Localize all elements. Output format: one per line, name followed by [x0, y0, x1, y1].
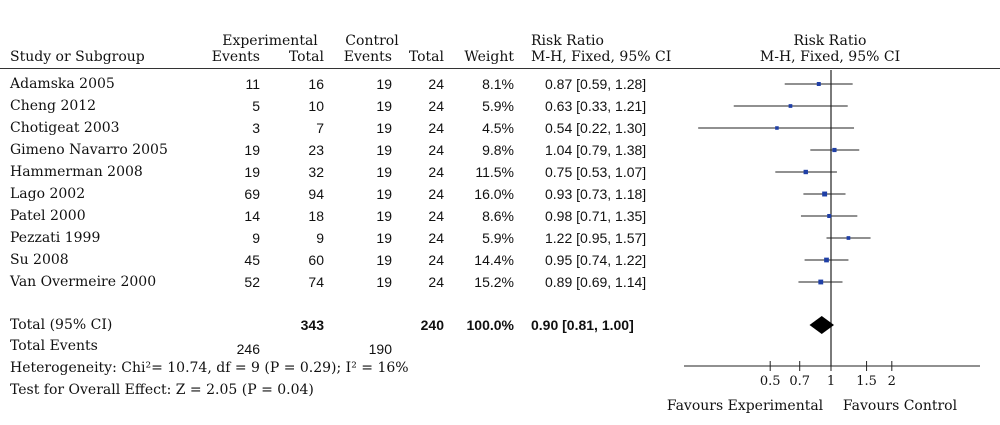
total-exp-total: 343 [300, 317, 324, 333]
ctrl-total: 24 [428, 98, 444, 114]
ctrl-total: 24 [428, 230, 444, 246]
overall-effect-text: Test for Overall Effect: Z = 2.05 (P = 0.04) [10, 382, 314, 398]
exp-events: 19 [244, 142, 260, 158]
ctrl-total: 24 [428, 142, 444, 158]
point-estimate-square [832, 148, 836, 152]
ctrl-events: 19 [376, 230, 392, 246]
study-name: Chotigeat 2003 [10, 120, 120, 136]
study-weight: 8.1% [482, 76, 514, 92]
ctrl-total: 24 [428, 208, 444, 224]
study-name: Hammerman 2008 [10, 164, 143, 180]
study-ci: 0.63 [0.33, 1.21] [545, 98, 647, 114]
study-weight: 5.9% [482, 98, 514, 114]
study-name: Pezzati 1999 [10, 230, 101, 246]
exp-events: 45 [244, 252, 260, 268]
total-weight: 100.0% [466, 317, 514, 333]
point-estimate-square [818, 280, 823, 285]
exp-events: 19 [244, 164, 260, 180]
point-estimate-square [824, 258, 829, 263]
study-weight: 8.6% [482, 208, 514, 224]
study-weight: 14.4% [474, 252, 514, 268]
exp-total: 16 [308, 76, 324, 92]
point-estimate-square [775, 126, 779, 130]
exp-events: 69 [244, 186, 260, 202]
header-exp-events: Events [211, 49, 260, 65]
study-ci: 0.54 [0.22, 1.30] [545, 120, 647, 136]
exp-events: 14 [244, 208, 260, 224]
ctrl-events: 19 [376, 164, 392, 180]
study-weight: 16.0% [474, 186, 514, 202]
total-ctrl-total: 240 [420, 317, 444, 333]
header-control: Control [345, 33, 399, 49]
header-weight: Weight [464, 49, 514, 65]
study-ci: 1.04 [0.79, 1.38] [545, 142, 647, 158]
exp-events: 3 [252, 120, 260, 136]
ctrl-events: 19 [376, 76, 392, 92]
header-exp-total: Total [288, 49, 324, 65]
exp-events: 5 [252, 98, 260, 114]
exp-events: 9 [252, 230, 260, 246]
study-weight: 9.8% [482, 142, 514, 158]
x-tick-label: 0.5 [759, 374, 781, 389]
exp-total: 9 [316, 230, 324, 246]
study-ci: 0.95 [0.74, 1.22] [545, 252, 647, 268]
total-diamond [810, 316, 834, 334]
ctrl-total: 24 [428, 274, 444, 290]
point-estimate-square [789, 104, 793, 108]
x-tick-label: 2 [887, 374, 896, 389]
header-risk-ratio: Risk Ratio [531, 33, 604, 49]
study-name: Patel 2000 [10, 208, 86, 224]
x-tick-label: 1 [826, 374, 836, 389]
study-name: Adamska 2005 [10, 76, 115, 92]
ctrl-total: 24 [428, 186, 444, 202]
header-experimental: Experimental [222, 33, 318, 49]
header-study: Study or Subgroup [10, 49, 145, 65]
exp-total: 7 [316, 120, 324, 136]
exp-events: 11 [245, 76, 260, 92]
total-events-label: Total Events [10, 338, 98, 354]
exp-total: 10 [308, 98, 324, 114]
x-tick-label: 0.7 [789, 374, 811, 389]
x-tick-label: 1.5 [856, 374, 877, 389]
study-ci: 0.87 [0.59, 1.28] [545, 76, 647, 92]
total-events-ctrl: 190 [368, 341, 392, 357]
study-name: Gimeno Navarro 2005 [10, 142, 168, 158]
favours-experimental-label: Favours Experimental [666, 398, 824, 414]
ctrl-events: 19 [376, 252, 392, 268]
study-weight: 5.9% [482, 230, 514, 246]
total-ci: 0.90 [0.81, 1.00] [531, 317, 634, 333]
point-estimate-square [827, 214, 831, 218]
header-ctrl-events: Events [343, 49, 392, 65]
study-ci: 0.93 [0.73, 1.18] [545, 186, 647, 202]
ctrl-total: 24 [428, 120, 444, 136]
ctrl-events: 19 [376, 120, 392, 136]
point-estimate-square [822, 192, 827, 197]
ctrl-total: 24 [428, 76, 444, 92]
ctrl-total: 24 [428, 252, 444, 268]
total-label: Total (95% CI) [10, 317, 113, 333]
plot-method: M-H, Fixed, 95% CI [759, 49, 901, 65]
ctrl-events: 19 [376, 274, 392, 290]
study-name: Lago 2002 [10, 186, 86, 202]
study-weight: 4.5% [482, 120, 514, 136]
study-ci: 1.22 [0.95, 1.57] [545, 230, 647, 246]
study-name: Cheng 2012 [10, 98, 97, 114]
header-ctrl-total: Total [408, 49, 444, 65]
point-estimate-square [847, 236, 851, 240]
exp-total: 18 [308, 208, 324, 224]
point-estimate-square [804, 170, 808, 174]
favours-control-label: Favours Control [842, 398, 958, 414]
exp-events: 52 [244, 274, 260, 290]
study-weight: 15.2% [474, 274, 514, 290]
ctrl-total: 24 [428, 164, 444, 180]
exp-total: 32 [308, 164, 324, 180]
exp-total: 74 [308, 274, 324, 290]
study-ci: 0.89 [0.69, 1.14] [545, 274, 647, 290]
study-ci: 0.75 [0.53, 1.07] [545, 164, 647, 180]
ctrl-events: 19 [376, 98, 392, 114]
study-weight: 11.5% [475, 164, 514, 180]
point-estimate-square [817, 82, 821, 86]
exp-total: 94 [308, 186, 324, 202]
study-name: Su 2008 [10, 252, 69, 268]
header-risk-ratio-method: M-H, Fixed, 95% CI [531, 49, 672, 65]
plot-title: Risk Ratio [793, 33, 867, 49]
ctrl-events: 19 [376, 142, 392, 158]
study-ci: 0.98 [0.71, 1.35] [545, 208, 647, 224]
exp-total: 60 [308, 252, 324, 268]
study-name: Van Overmeire 2000 [10, 274, 157, 290]
exp-total: 23 [308, 142, 324, 158]
total-events-exp: 246 [236, 341, 260, 357]
ctrl-events: 19 [376, 186, 392, 202]
heterogeneity-text: Heterogeneity: Chi²= 10.74, df = 9 (P = 0.29); I² = 16% [10, 360, 409, 376]
ctrl-events: 19 [376, 208, 392, 224]
